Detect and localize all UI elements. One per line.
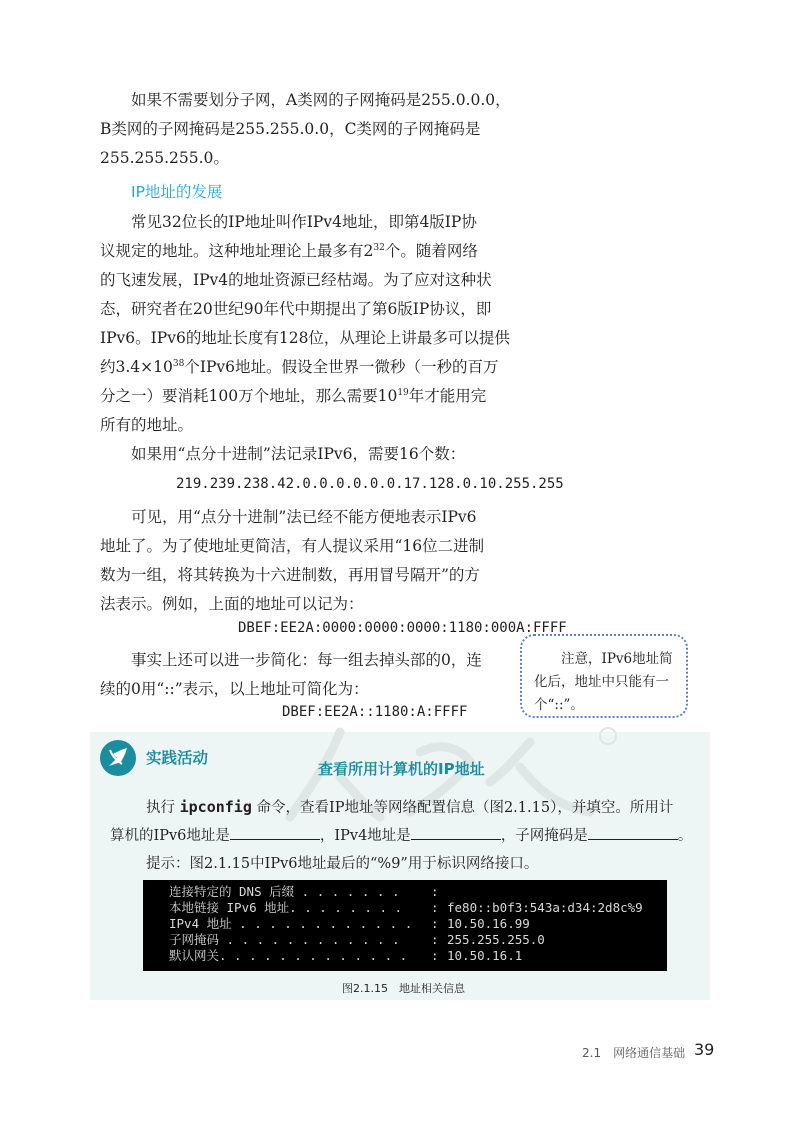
activity-hint: 提示：图2.1.15中IPv6地址最后的“%9”用于标识网络接口。 (146, 856, 539, 872)
p1-exponent-32: 32 (373, 242, 385, 253)
console-value: 10.50.16.99 (447, 916, 530, 931)
activity-line-1 (146, 796, 673, 817)
activity-line-2-text-d: 。 (677, 828, 693, 844)
console-value: 10.50.16.1 (447, 948, 523, 963)
intro-line-1: 如果不需要划分子网，A类网的子网掩码是255.0.0.0， (131, 91, 511, 109)
short-address: DBEF:EE2A::1180:A:FFFF (282, 704, 468, 720)
console-row (169, 884, 667, 900)
console-row (169, 932, 667, 948)
console-value: 255.255.255.0 (447, 932, 545, 947)
console-label: 连接特定的 DNS 后缀 . . . . . . . (169, 884, 400, 899)
p2-line: 如果用“点分十进制”法记录IPv6，需要16个数： (131, 445, 466, 463)
p3-line-2: 地址了。为了使地址更简洁，有人提议采用“16位二进制 (100, 537, 485, 555)
console-colon: : (431, 884, 439, 899)
subnet-mask-answer-blank[interactable] (588, 825, 678, 840)
ipv4-answer-blank[interactable] (411, 825, 501, 840)
p1-line-8: 所有的地址。 (100, 416, 194, 434)
ipv6-answer-blank[interactable] (230, 825, 320, 840)
activity-line-2 (110, 824, 692, 845)
console-value: fe80::b0f3:543a:d34:2d8c%9 (447, 900, 643, 915)
p1-line-6-text-b: 个IPv6地址。假设全世界一微秒（一秒的百万 (184, 358, 499, 376)
console-colon: : (431, 916, 439, 931)
console-row (169, 916, 667, 932)
p1-line-6 (100, 355, 499, 377)
figure-caption: 图2.1.15 地址相关信息 (342, 982, 465, 995)
p1-line-3: 的飞速发展，IPv4的地址资源已经枯竭。为了应对这种状 (100, 271, 492, 289)
activity-line-2-text-c: ，子网掩码是 (500, 828, 588, 844)
console-label: 本地链接 IPv6 地址. . . . . . . . (169, 900, 403, 915)
activity-line-1-text-a: 执行 (146, 800, 175, 816)
activity-line-2-text-a: 算机的IPv6地址是 (110, 828, 230, 844)
note-line-2: 化后，地址中只能有一 (534, 674, 669, 690)
footer-section-title: 2.1 网络通信基础 (582, 1046, 686, 1060)
p1-line-2 (100, 239, 478, 261)
p1-line-5: IPv6。IPv6的地址长度有128位，从理论上讲最多可以提供 (100, 329, 510, 347)
p1-line-7 (100, 384, 486, 406)
p1-line-1: 常见32位长的IP地址叫作IPv4地址，即第4版IP协 (131, 213, 477, 231)
note-line-3: 个“::”。 (534, 697, 584, 713)
p3-line-4: 法表示。例如，上面的地址可以记为： (100, 595, 364, 613)
section-heading: IP地址的发展 (131, 183, 223, 201)
note-line-1: 注意，IPv6地址简 (561, 651, 673, 667)
activity-title: 查看所用计算机的IP地址 (318, 760, 485, 778)
ipconfig-console (143, 880, 667, 971)
p1-exponent-19: 19 (397, 387, 409, 398)
ipconfig-command: ipconfig (179, 798, 252, 816)
p4-line-1: 事实上还可以进一步简化：每一组去掉头部的0，连 (131, 651, 482, 669)
p1-line-7-text-a: 分之一）要消耗100万个地址，那么需要10 (100, 387, 398, 405)
hex-address: DBEF:EE2A:0000:0000:0000:1180:000A:FFFF (238, 620, 567, 636)
p1-line-6-text-a: 约3.4×10 (100, 358, 173, 376)
console-label: IPv4 地址 . . . . . . . . . . . . (169, 916, 413, 931)
console-colon: : (431, 900, 439, 915)
p4-line-2: 续的0用“::”表示，以上地址可简化为： (100, 680, 369, 698)
activity-label: 实践活动 (146, 749, 209, 767)
page-number: 39 (694, 1040, 715, 1059)
activity-icon (98, 738, 138, 778)
console-label: 默认网关. . . . . . . . . . . . . (169, 948, 408, 963)
p1-line-2-text-a: 议规定的地址。这种地址理论上最多有2 (100, 242, 374, 260)
side-note (520, 634, 688, 718)
console-label: 子网掩码 . . . . . . . . . . . . (169, 932, 400, 947)
intro-line-2: B类网的子网掩码是255.255.0.0，C类网的子网掩码是 (100, 120, 481, 138)
p3-line-3: 数为一组，将其转换为十六进制数，再用冒号隔开”的方 (100, 566, 480, 584)
intro-line-3: 255.255.255.0。 (100, 149, 229, 167)
p1-line-4: 态，研究者在20世纪90年代中期提出了第6版IP协议，即 (100, 300, 492, 318)
p3-line-1: 可见，用“点分十进制”法已经不能方便地表示IPv6 (131, 508, 477, 526)
console-row (169, 948, 667, 964)
console-colon: : (431, 948, 439, 963)
console-colon: : (431, 932, 439, 947)
activity-line-2-text-b: ，IPv4地址是 (319, 828, 411, 844)
console-row (169, 900, 667, 916)
p1-line-7-text-b: 年才能用完 (408, 387, 487, 405)
activity-line-1-text-b: 命令，查看IP地址等网络配置信息（图2.1.15），并填空。所用计 (256, 800, 674, 816)
p1-line-2-text-b: 个。随着网络 (384, 242, 478, 260)
p1-exponent-38: 38 (172, 358, 185, 369)
decimal-address: 219.239.238.42.0.0.0.0.0.0.17.128.0.10.255.255 (176, 476, 564, 492)
